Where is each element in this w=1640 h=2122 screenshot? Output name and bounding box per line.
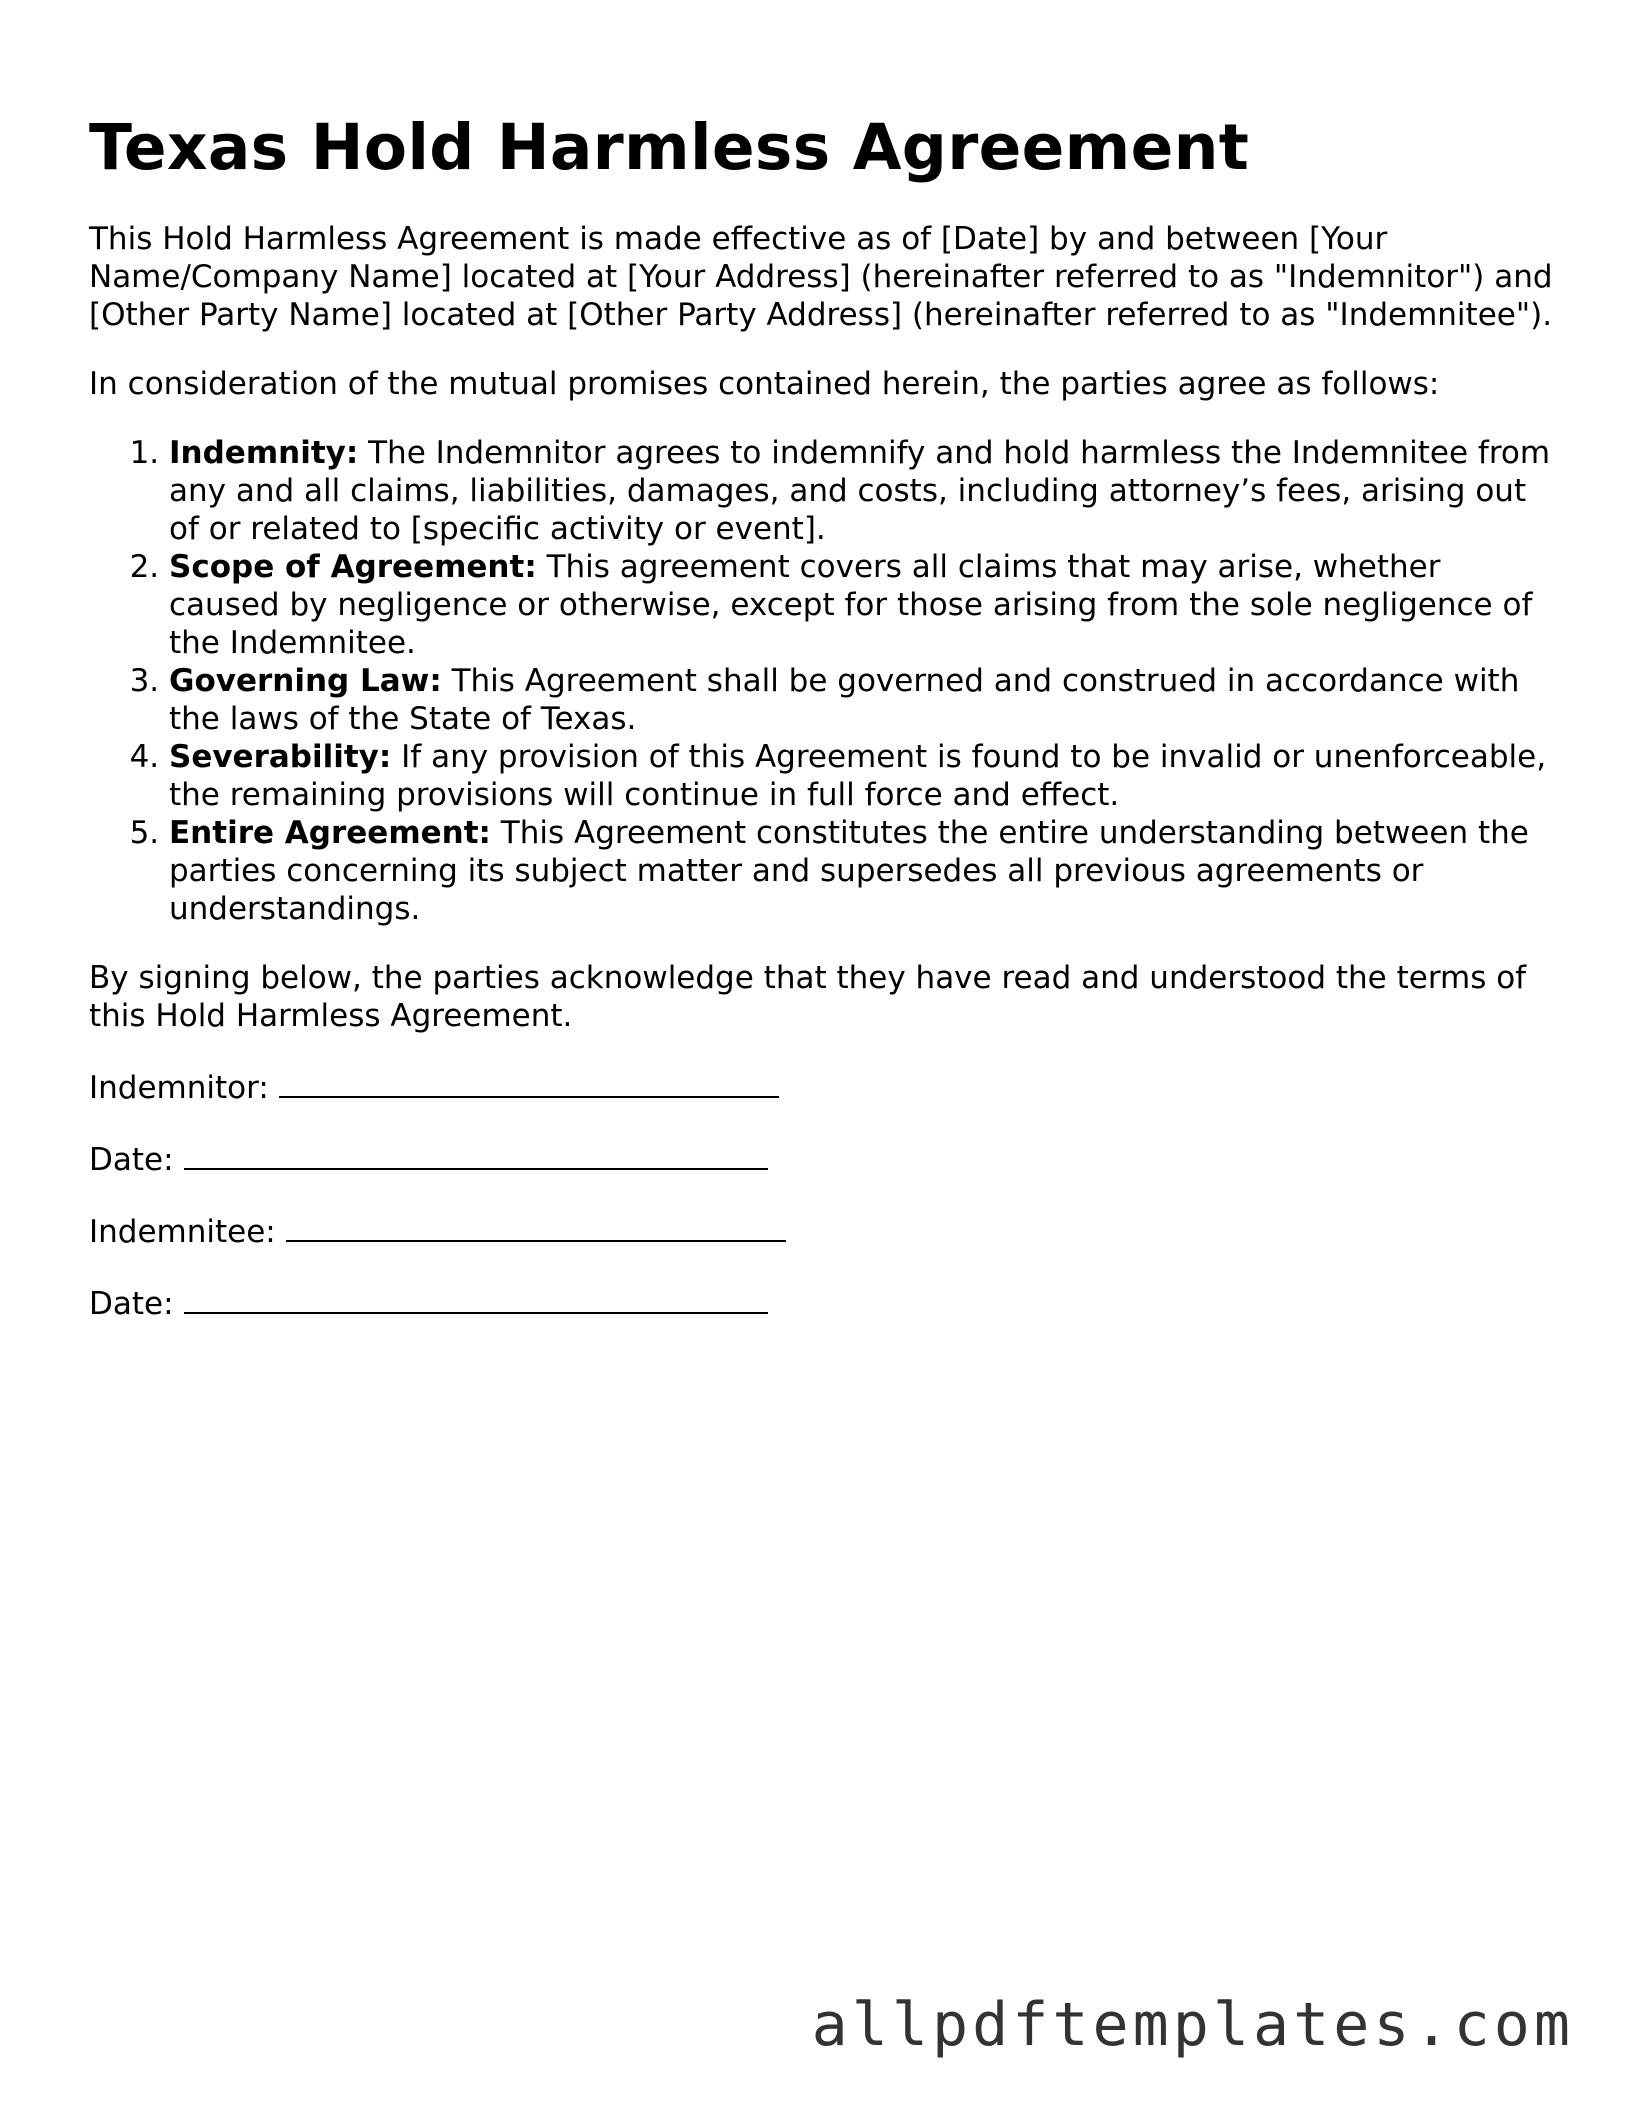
indemnitee-date-blank[interactable] bbox=[184, 1282, 768, 1314]
clause-heading: Entire Agreement: bbox=[169, 815, 491, 851]
consideration-paragraph: In consideration of the mutual promises contained herein, the parties agree as follows: bbox=[89, 366, 1440, 402]
clause-list bbox=[89, 434, 1559, 928]
clause-heading: Indemnity: bbox=[169, 435, 359, 471]
intro-paragraph: This Hold Harmless Agreement is made effective as of [Date] by and between [Your Name/Company Name] located at [Your Address] (hereinafter referred to as "Indemnitor") and [Other Party Name] located at [Other Party Address] (hereinafter referred to as "Indemnitee"). bbox=[89, 221, 1553, 333]
clause-heading: Severability: bbox=[169, 739, 392, 775]
clause-item bbox=[169, 548, 1559, 662]
clause-item bbox=[169, 662, 1559, 738]
indemnitor-signature-line bbox=[89, 1066, 1559, 1107]
indemnitee-signature-line bbox=[89, 1210, 1559, 1251]
acknowledgement-paragraph: By signing below, the parties acknowledge that they have read and understood the terms of this Hold Harmless Agreement. bbox=[89, 960, 1527, 1034]
clause-text: The Indemnitor agrees to indemnify and hold harmless the Indemnitee from any and all claims, liabilities, damages, and costs, including attorney’s fees, arising out of or related to [specific activity or event]. bbox=[169, 435, 1551, 547]
indemnitee-signature-blank[interactable] bbox=[286, 1210, 786, 1242]
clause-text: If any provision of this Agreement is found to be invalid or unenforceable, the remaining provisions will continue in full force and effect. bbox=[169, 739, 1547, 813]
clause-text: This agreement covers all claims that may arise, whether caused by negligence or otherwise, except for those arising from the sole negligence of the Indemnitee. bbox=[169, 549, 1533, 661]
indemnitor-signature-blank[interactable] bbox=[279, 1066, 779, 1098]
clause-heading: Scope of Agreement: bbox=[169, 549, 537, 585]
clause-item bbox=[169, 814, 1559, 928]
date-label: Date: bbox=[89, 1142, 174, 1178]
indemnitor-date-line bbox=[89, 1138, 1559, 1179]
clause-item bbox=[169, 738, 1559, 814]
clause-heading: Governing Law: bbox=[169, 663, 442, 699]
indemnitor-date-blank[interactable] bbox=[184, 1138, 768, 1170]
date-label: Date: bbox=[89, 1286, 174, 1322]
clause-text: This Agreement shall be governed and construed in accordance with the laws of the State of Texas. bbox=[169, 663, 1520, 737]
document-title: Texas Hold Harmless Agreement bbox=[89, 111, 1250, 184]
clause-text: This Agreement constitutes the entire understanding between the parties concerning its subject matter and supersedes all previous agreements or understandings. bbox=[169, 815, 1529, 927]
indemnitor-label: Indemnitor: bbox=[89, 1070, 269, 1106]
indemnitee-label: Indemnitee: bbox=[89, 1214, 276, 1250]
clause-item bbox=[169, 434, 1559, 548]
document-page bbox=[89, 110, 1559, 1354]
watermark-text: allpdftemplates.com bbox=[811, 1990, 1574, 2060]
indemnitee-date-line bbox=[89, 1282, 1559, 1323]
